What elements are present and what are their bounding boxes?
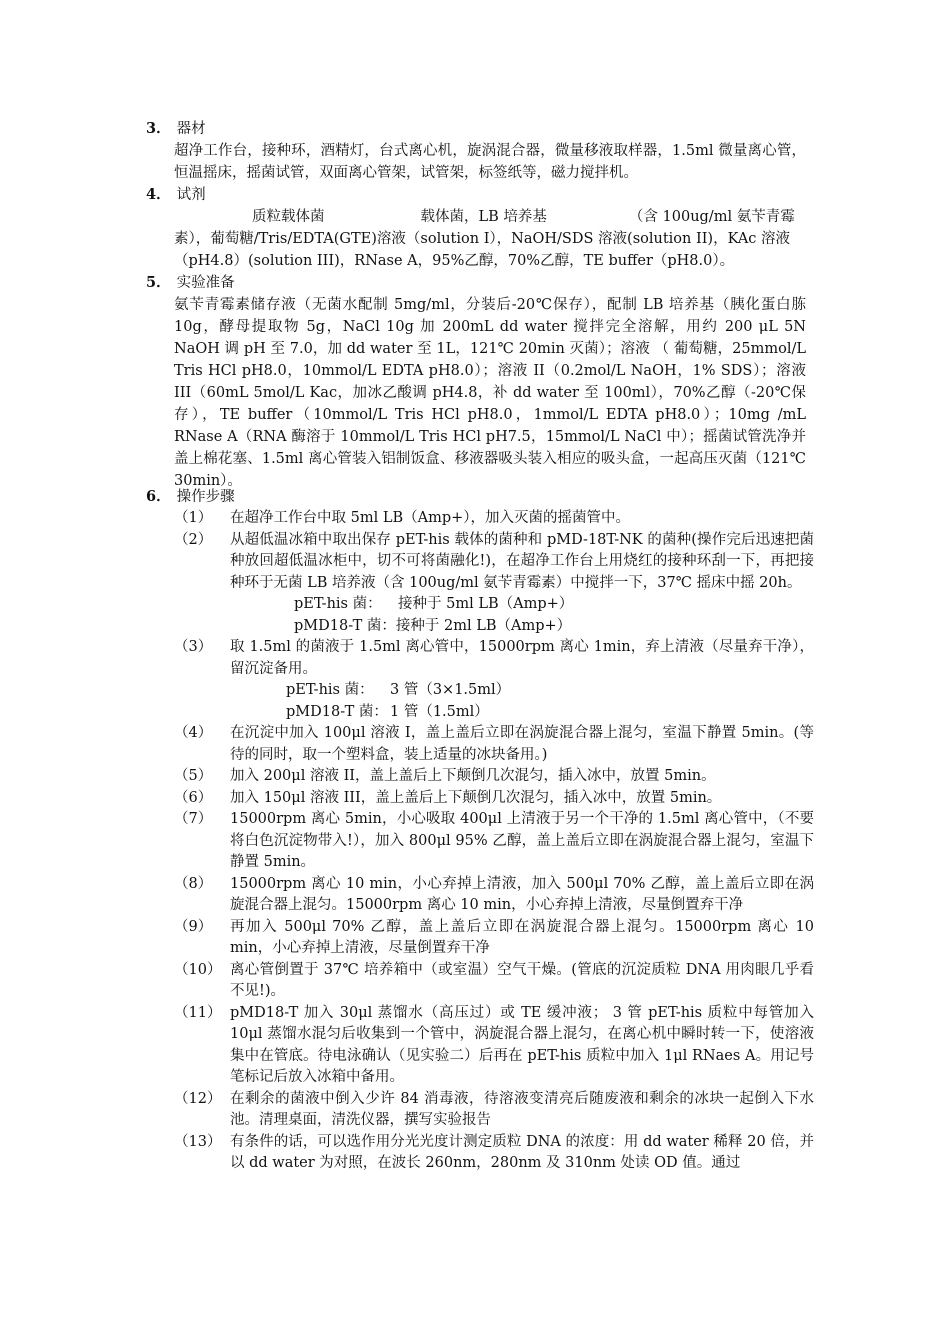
step-text: 加入 150μl 溶液 III，盖上盖后上下颠倒几次混匀，插入冰中，放置 5min。	[230, 789, 722, 806]
section-number: 5．	[146, 274, 171, 291]
step-list	[174, 508, 814, 1175]
step-number: （9）	[174, 918, 213, 935]
strain-detail: 接种于 2ml LB（Amp+）	[395, 617, 572, 634]
section-number: 3．	[146, 120, 171, 137]
step-number: （7）	[174, 811, 213, 827]
step-text: 在超净工作台中取 5ml LB（Amp+），加入灭菌的摇菌管中。	[230, 510, 631, 526]
section-reagents	[146, 184, 826, 272]
inoculation-line	[230, 594, 814, 616]
inoculation-line	[230, 616, 814, 638]
tube-count: 3 管（3×1.5ml）	[390, 682, 511, 698]
section-heading	[146, 486, 826, 508]
step-item	[174, 1089, 814, 1132]
prep-text: 氨苄青霉素储存液（无菌水配制 5mg/ml，分装后-20℃保存），配制 LB 培养基（胰化蛋白胨 10g，酵母提取物 5g，NaCl 10g 加 200mL dd water 搅拌完全溶解，用约 200 μL 5N NaOH 调 pH 至 7.0，加 dd water 至 1L，121℃ 20min 灭菌）；溶液 （ 葡萄糖，25mmol/L Tris HCl pH8.0，10mmol/L EDTA pH8.0）；溶液 II（0.2mol/L NaOH，1% SDS）；溶液 III（60mL 5mol/L Kac，加冰乙酸调 pH4.8，补 dd water 至 100ml），70%乙醇（-20℃保存），TE buffer（10mmol/L Tris HCl pH8.0，1mmol/L EDTA pH8.0）；10mg /mL RNase A（RNA 酶溶于 10mmol/L Tris HCl pH7.5，15mmol/L NaCl 中）；摇菌试管洗净并盖上棉花塞、1.5ml 离心管装入铝制饭盒、移液器吸头装入相应的吸头盒，一起高压灭菌（121℃ 30min）。	[174, 297, 806, 489]
step-item	[174, 788, 814, 810]
reagent-part3: （含 100ug/ml 氨苄青霉	[628, 209, 795, 225]
reagent-part1: 质粒载体菌	[252, 209, 325, 225]
step-text: 加入 200μl 溶液 II，盖上盖后上下颠倒几次混匀，插入冰中，放置 5min。	[230, 768, 716, 784]
section-title: 器材	[176, 121, 206, 137]
strain-label: pET-his 菌：	[286, 682, 374, 698]
section-number: 4．	[146, 186, 171, 203]
step-number: （10）	[174, 961, 222, 978]
strain-label: pMD18-T 菌：	[286, 703, 388, 720]
step-number: （4）	[174, 725, 213, 741]
step-text: 取 1.5ml 的菌液于 1.5ml 离心管中，15000rpm 离心 1min，弃上清液（尽量弃干净），留沉淀备用。	[230, 639, 814, 677]
section-equipment	[146, 118, 826, 184]
step-text: 在沉淀中加入 100μl 溶液 I，盖上盖后立即在涡旋混合器上混匀，室温下静置 5min。(等待的同时，取一个塑料盒，装上适量的冰块备用。)	[230, 725, 814, 763]
step-item	[174, 1132, 814, 1175]
step-number: （11）	[174, 1004, 222, 1021]
step-item	[174, 1003, 814, 1089]
step-text: 离心管倒置于 37℃ 培养箱中（或室温）空气干燥。(管底的沉淀质粒 DNA 用肉眼几乎看不见!)。	[230, 961, 814, 999]
step-number: （6）	[174, 789, 213, 806]
section-heading	[146, 184, 826, 206]
step-number: （2）	[174, 531, 213, 548]
step-number: （8）	[174, 875, 213, 892]
reagent-rest: 素），葡萄糖/Tris/EDTA(GTE)溶液（solution I），NaOH/SDS 溶液(solution II)，KAc 溶液（pH4.8）(solution III)，RNase A，95%乙醇，70%乙醇，TE buffer（pH8.0）。	[174, 231, 791, 269]
step-item	[174, 530, 814, 638]
section-procedure	[146, 486, 826, 1175]
reagent-part2: 载体菌，LB 培养基	[420, 209, 547, 225]
tube-count: 1 管（1.5ml）	[390, 703, 489, 720]
step-text: pMD18-T 加入 30μl 蒸馏水（高压过）或 TE 缓冲液； 3 管 pET-his 质粒中每管加入 10μl 蒸馏水混匀后收集到一个管中，涡旋混合器上混匀，在离心机中瞬时转一下，使溶液集中在管底。待电泳确认（见实验二）后再在 pET-his 质粒中加入 1μl RNaes A。用记号笔标记后放入冰箱中备用。	[230, 1004, 814, 1085]
step-text: 15000rpm 离心 5min，小心吸取 400μl 上清液于另一个干净的 1.5ml 离心管中，（不要将白色沉淀物带入!），加入 800μl 95% 乙醇，盖上盖后立即在涡旋混合器上混匀，室温下静置 5min。	[230, 811, 814, 870]
step-item	[174, 637, 814, 723]
reagents-text	[174, 206, 806, 272]
step-item	[174, 917, 814, 960]
step-text: 15000rpm 离心 10 min，小心弃掉上清液，加入 500μl 70% 乙醇，盖上盖后立即在涡旋混合器上混匀。15000rpm 离心 10 min，小心弃掉上清液，尽量倒置弃干净	[230, 875, 814, 913]
section-title: 实验准备	[176, 275, 235, 291]
step-number: （13）	[174, 1133, 222, 1150]
step-number: （1）	[174, 510, 213, 526]
step-item	[174, 723, 814, 766]
step-number: （3）	[174, 639, 213, 655]
section-title: 操作步骤	[176, 489, 235, 505]
strain-label: pET-his 菌：	[294, 596, 382, 612]
strain-detail: 接种于 5ml LB（Amp+）	[398, 596, 574, 612]
step-text: 在剩余的菌液中倒入少许 84 消毒液，待溶液变清亮后随废液和剩余的冰块一起倒入下水池。清理桌面，清洗仪器，撰写实验报告	[230, 1090, 814, 1128]
section-heading	[146, 118, 826, 140]
tube-line	[230, 702, 814, 724]
tube-line	[230, 680, 814, 702]
step-item	[174, 960, 814, 1003]
strain-label: pMD18-T 菌：	[294, 617, 396, 634]
step-number: （5）	[174, 768, 213, 784]
section-title: 试剂	[176, 187, 206, 203]
step-item	[174, 508, 814, 530]
step-text: 从超低温冰箱中取出保存 pET-his 载体的菌种和 pMD-18T-NK 的菌种(操作完后迅速把菌种放回超低温冰柜中，切不可将菌融化!)，在超净工作台上用烧红的接种环刮一下，再把接种环于无菌 LB 培养液（含 100ug/ml 氨苄青霉素）中搅拌一下，37℃ 摇床中摇 20h。	[230, 531, 814, 591]
step-text: 再加入 500μl 70% 乙醇，盖上盖后立即在涡旋混合器上混匀。15000rpm 离心 10 min，小心弃掉上清液，尽量倒置弃干净	[230, 918, 814, 956]
section-prep	[146, 272, 826, 492]
step-item	[174, 766, 814, 788]
step-item	[174, 874, 814, 917]
section-number: 6．	[146, 488, 171, 505]
section-heading	[146, 272, 826, 294]
step-item	[174, 809, 814, 874]
step-number: （12）	[174, 1090, 222, 1107]
equipment-text: 超净工作台，接种环，酒精灯，台式离心机，旋涡混合器，微量移液取样器，1.5ml 微量离心管，恒温摇床，摇菌试管，双面离心管架，试管架，标签纸等，磁力搅拌机。	[174, 143, 806, 181]
step-text: 有条件的话，可以选作用分光光度计测定质粒 DNA 的浓度：用 dd water 稀释 20 倍，并以 dd water 为对照，在波长 260nm，280nm 及 310nm 处读 OD 值。通过	[230, 1133, 814, 1171]
